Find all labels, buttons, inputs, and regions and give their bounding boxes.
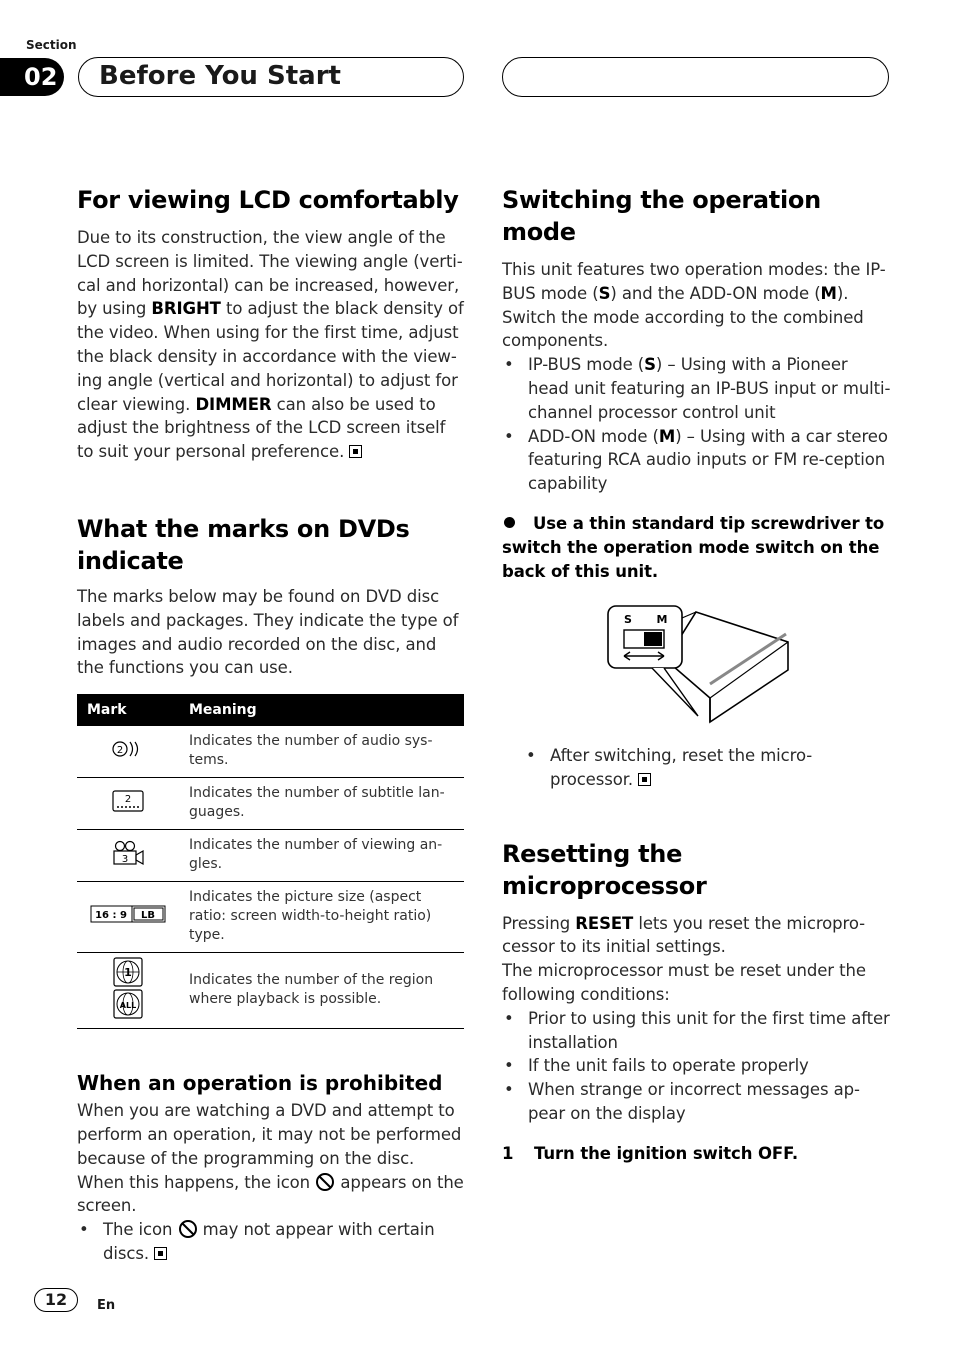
prohibited-heading: When an operation is prohibited bbox=[77, 1071, 443, 1096]
after-switch-note bbox=[524, 744, 892, 792]
svg-text:LB: LB bbox=[141, 910, 155, 922]
section-number: 02 bbox=[0, 58, 64, 96]
list-item: • When strange or incorrect messages ap-pear on the display bbox=[502, 1078, 892, 1126]
reset-conditions-intro: The microprocessor must be reset under the following conditions: bbox=[502, 961, 866, 1004]
prohibited-bullets bbox=[77, 1218, 464, 1266]
viewing-angles-icon bbox=[77, 830, 179, 882]
page-number: 12 bbox=[34, 1288, 78, 1312]
mode-instruction: Use a thin standard tip screwdriver to switch the operation mode switch on the back of this unit. bbox=[502, 513, 885, 581]
svg-text:2: 2 bbox=[116, 744, 124, 756]
svg-text:S: S bbox=[624, 612, 632, 626]
lcd-heading: For viewing LCD comfortably bbox=[77, 186, 459, 214]
table-row bbox=[77, 778, 464, 830]
col-mark-header: Mark bbox=[77, 694, 179, 726]
svg-text:M: M bbox=[656, 612, 668, 626]
reset-step: 1 Turn the ignition switch OFF. bbox=[502, 1143, 799, 1163]
mode-bullets bbox=[502, 353, 892, 496]
meaning-cell: Indicates the number of the region where playback is possible. bbox=[179, 953, 464, 1029]
lcd-paragraph: Due to its construction, the view angle of the LCD screen is limited. The viewing angle (verti-cal and horizontal) can be increased, however, by using BRIGHT to adjust the black density of the video. When using for the first time, adjust the black density in accordance with the view-ing angle (vertical and horizontal) to adjust for clear viewing. DIMMER can also be used to adjust the brightness of the LCD screen itself to suit your personal preference. bbox=[77, 228, 464, 462]
aspect-ratio-icon bbox=[77, 882, 179, 953]
reset-conditions bbox=[502, 1007, 892, 1126]
list-item: • Prior to using this unit for the first time after installation bbox=[502, 1007, 892, 1055]
table-row bbox=[77, 953, 464, 1029]
meaning-cell: Indicates the number of subtitle lan-guages. bbox=[179, 778, 464, 830]
svg-text:16 : 9: 16 : 9 bbox=[95, 910, 127, 922]
end-mark-icon bbox=[349, 445, 362, 458]
marks-heading: What the marks on DVDs indicate bbox=[77, 514, 410, 575]
prohibited-icon bbox=[178, 1219, 198, 1239]
language-label: En bbox=[97, 1298, 116, 1313]
svg-text:2: 2 bbox=[124, 793, 132, 805]
page-title: Before You Start bbox=[78, 57, 464, 97]
reset-heading: Resetting the microprocessor bbox=[502, 839, 707, 900]
table-row bbox=[77, 830, 464, 882]
operation-mode-switch-illustration bbox=[606, 604, 806, 730]
header-empty-box bbox=[502, 57, 889, 97]
table-row bbox=[77, 726, 464, 778]
svg-text:1: 1 bbox=[124, 965, 132, 979]
bullet-dot-icon bbox=[504, 517, 515, 528]
col-meaning-header: Meaning bbox=[179, 694, 464, 726]
svg-text:3: 3 bbox=[121, 853, 129, 865]
prohibited-icon bbox=[315, 1172, 335, 1192]
region-icon bbox=[77, 953, 179, 1029]
list-item: • If the unit fails to operate properly bbox=[502, 1054, 892, 1078]
reset-paragraph: Pressing RESET lets you reset the micropro-cessor to its initial settings. bbox=[502, 913, 865, 957]
end-mark-icon bbox=[638, 773, 651, 786]
mode-heading: Switching the operation mode bbox=[502, 186, 821, 246]
end-mark-icon bbox=[154, 1247, 167, 1260]
meaning-cell: Indicates the number of audio sys-tems. bbox=[179, 726, 464, 778]
list-item: • After switching, reset the micro-processor. bbox=[524, 744, 892, 792]
marks-intro: The marks below may be found on DVD disc labels and packages. They indicate the type of images and audio recorded on the disc, and the functions you can use. bbox=[77, 586, 459, 678]
marks-table bbox=[77, 694, 464, 1029]
audio-systems-icon bbox=[77, 726, 179, 778]
left-column bbox=[77, 184, 464, 1266]
subtitle-languages-icon bbox=[77, 778, 179, 830]
svg-text:ALL: ALL bbox=[119, 1000, 137, 1010]
prohibited-paragraph: When you are watching a DVD and attempt to perform an operation, it may not be performed because of the programming on the disc. When this happens, the icon appears on the screen. bbox=[77, 1101, 464, 1216]
mode-paragraph: This unit features two operation modes: the IP-BUS mode (S) and the ADD-ON mode (M). Switch the mode according to the combined components. bbox=[502, 260, 886, 351]
table-row bbox=[77, 882, 464, 953]
list-item: • IP-BUS mode (S) – Using with a Pioneer head unit featuring an IP-BUS input or multi-channel processor control unit bbox=[502, 353, 892, 424]
right-column bbox=[502, 184, 892, 1166]
section-label: Section bbox=[26, 38, 77, 52]
meaning-cell: Indicates the picture size (aspect ratio: screen width-to-height ratio) type. bbox=[179, 882, 464, 953]
list-item: • ADD-ON mode (M) – Using with a car stereo featuring RCA audio inputs or FM re-ception capability bbox=[502, 425, 892, 496]
meaning-cell: Indicates the number of viewing an-gles. bbox=[179, 830, 464, 882]
list-item: • The icon may not appear with certain discs. bbox=[77, 1218, 464, 1266]
